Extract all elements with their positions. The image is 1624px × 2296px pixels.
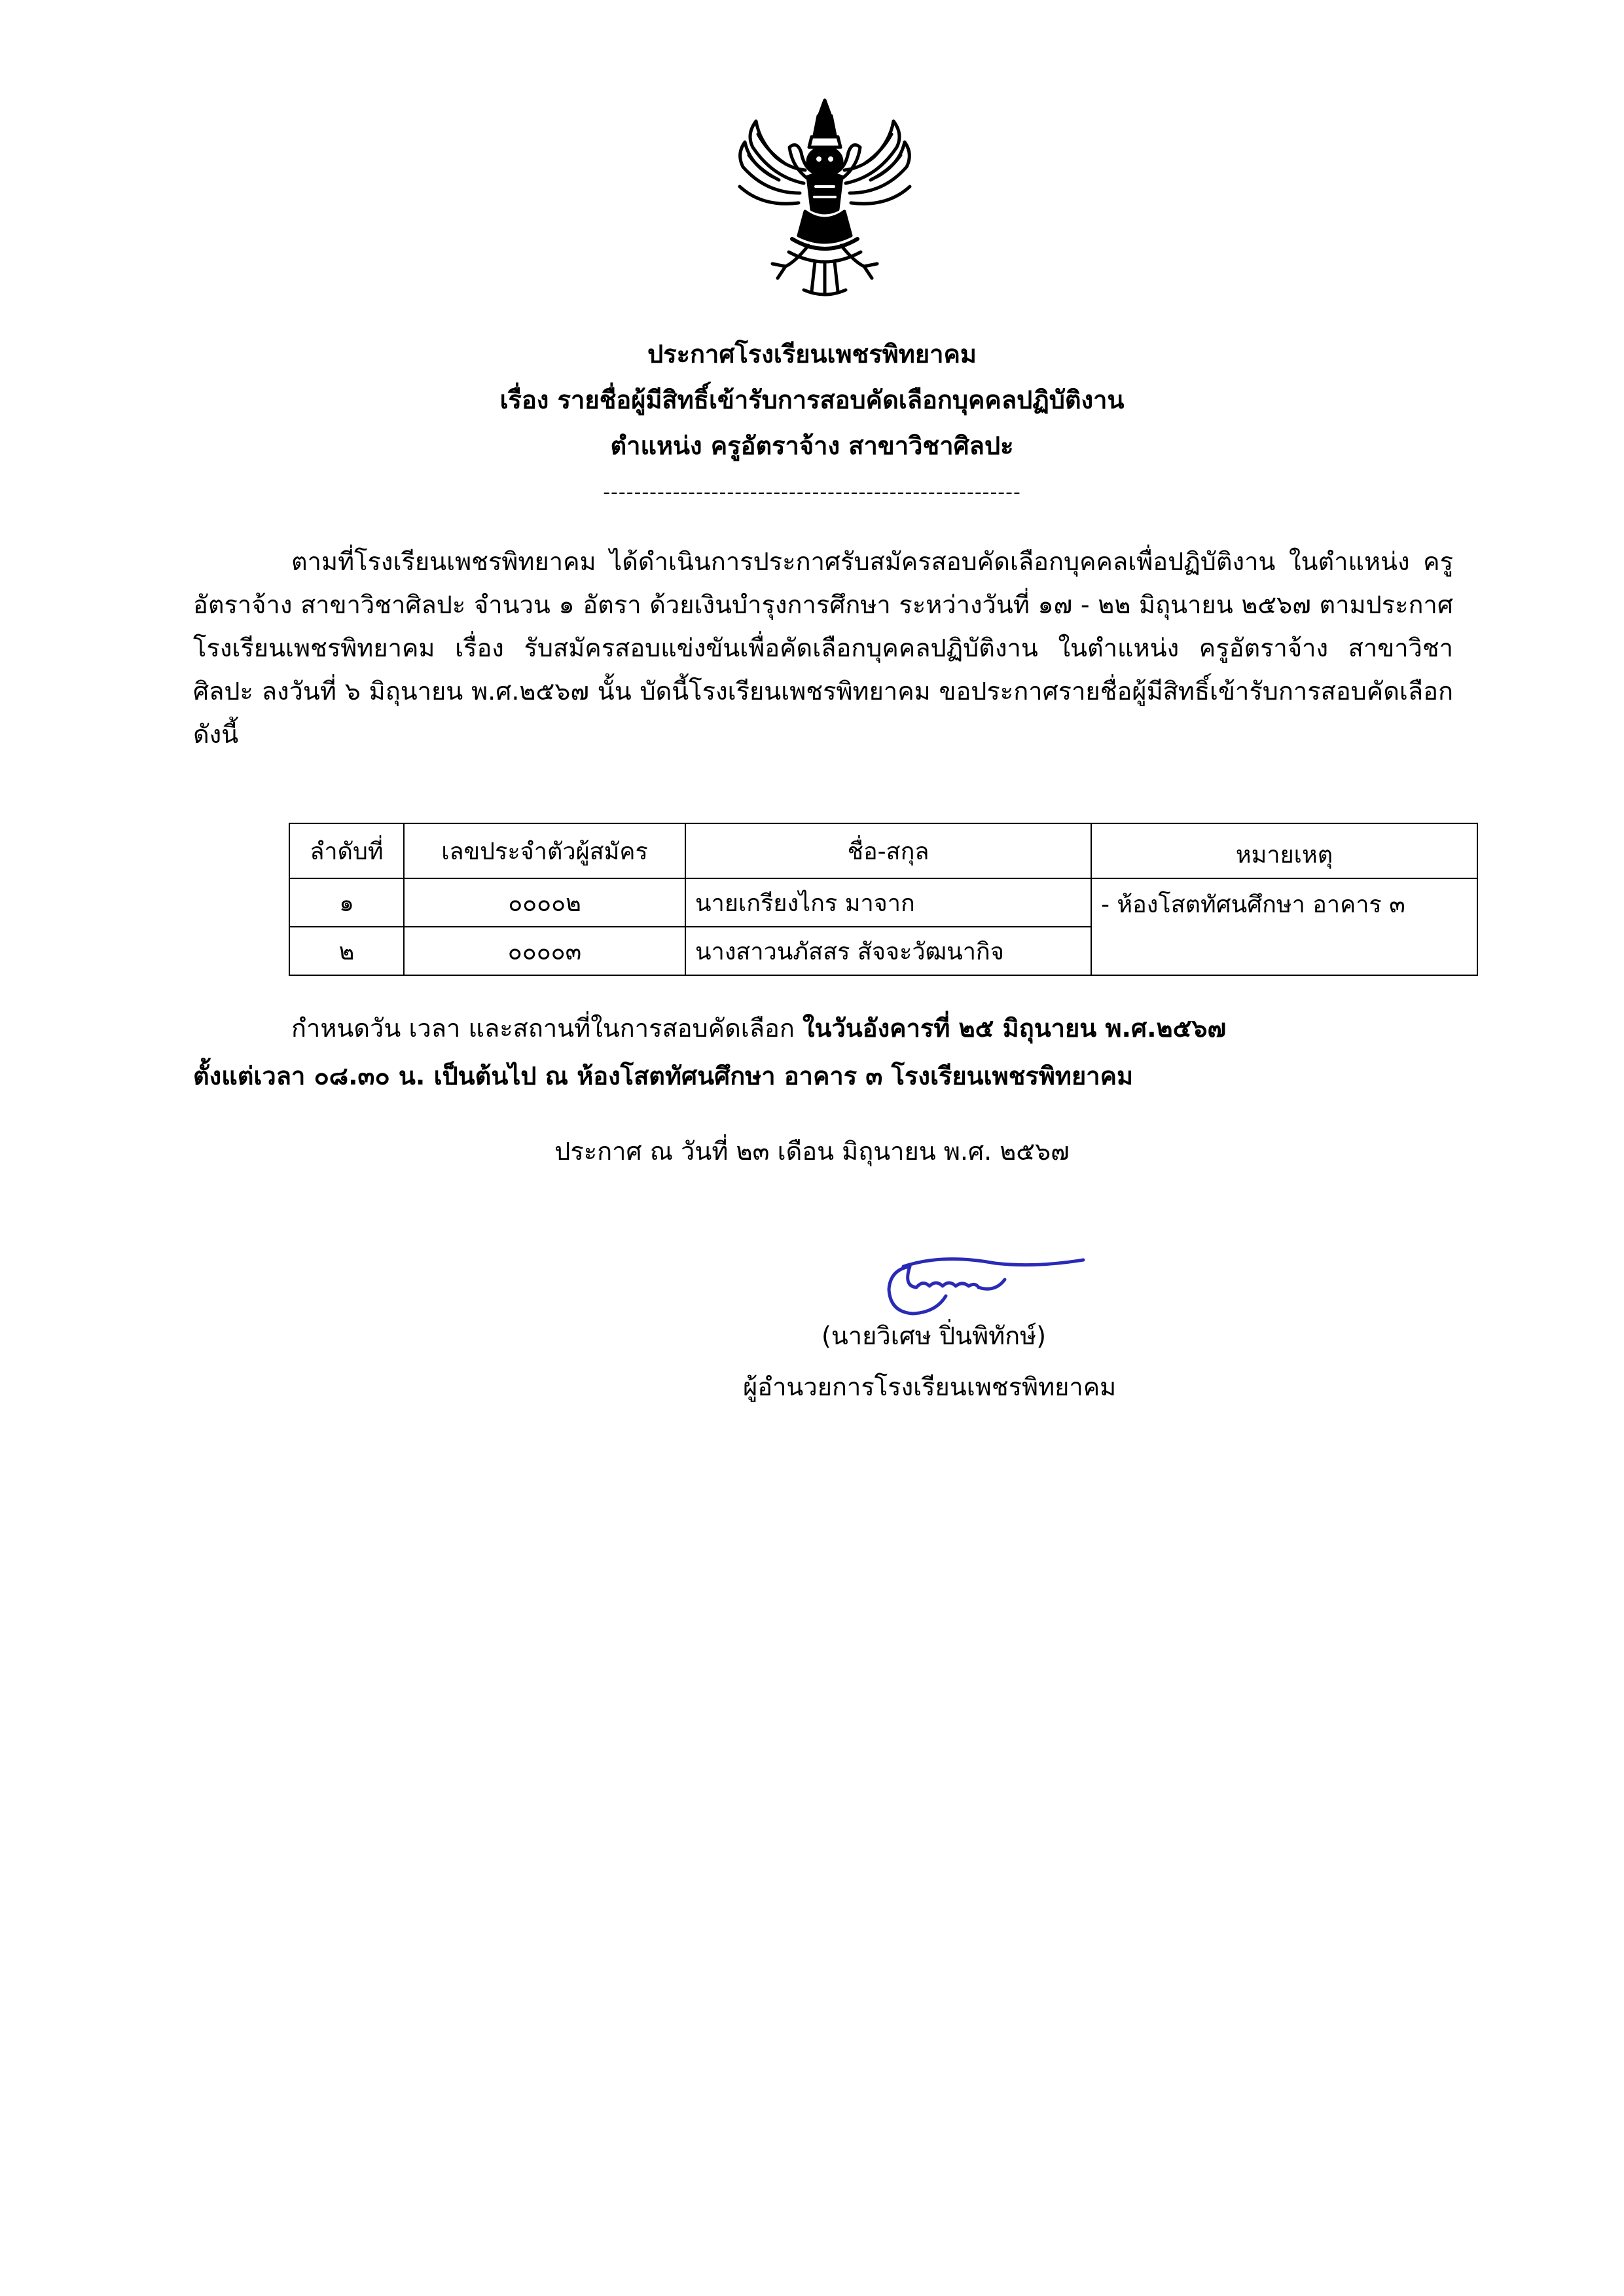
candidate-table: [289, 823, 1478, 976]
garuda-emblem-icon: [727, 95, 923, 301]
cell-name: นายเกรียงไกร มาจาก: [685, 878, 1091, 927]
col-header-note: หมายเหตุ: [1091, 823, 1477, 878]
col-header-no: ลำดับที่: [289, 823, 404, 878]
schedule-date: ในวันอังคารที่ ๒๕ มิถุนายน พ.ศ.๒๕๖๗: [802, 1014, 1227, 1043]
announce-date: ประกาศ ณ วันที่ ๒๓ เดือน มิถุนายน พ.ศ. ๒๕๖๗: [554, 1137, 1070, 1166]
table-row: [289, 878, 1477, 927]
cell-note: - ห้องโสตทัศนศึกษา อาคาร ๓: [1091, 878, 1477, 975]
announcement-title: ประกาศโรงเรียนเพชรพิทยาคม: [647, 340, 977, 368]
schedule-line-2: ตั้งแต่เวลา ๐๘.๓๐ น. เป็นต้นไป ณ ห้องโสตทัศนศึกษา อาคาร ๓ โรงเรียนเพชรพิทยาคม: [193, 1062, 1134, 1090]
cell-id: ๐๐๐๐๒: [404, 878, 685, 927]
announcement-subject: เรื่อง รายชื่อผู้มีสิทธิ์เข้ารับการสอบคัดเลือกบุคคลปฏิบัติงาน: [499, 386, 1125, 414]
signature-image: [864, 1240, 1100, 1325]
signer-name: (นายวิเศษ ปิ่นพิทักษ์): [821, 1321, 1047, 1350]
table-header-row: [289, 823, 1477, 878]
signer-title: ผู้อำนวยการโรงเรียนเพชรพิทยาคม: [743, 1372, 1117, 1401]
col-header-id: เลขประจำตัวผู้สมัคร: [404, 823, 685, 878]
schedule-line-1-text: กำหนดวัน เวลา และสถานที่ในการสอบคัดเลือก: [291, 1014, 803, 1043]
body-paragraph: [193, 540, 1453, 756]
body-paragraph-text: ตามที่โรงเรียนเพชรพิทยาคม ได้ดำเนินการประกาศรับสมัครสอบคัดเลือกบุคคลเพื่อปฏิบัติงาน ในตำแหน่ง ครูอัตราจ้าง สาขาวิชาศิลปะ จำนวน ๑ อัตรา ด้วยเงินบำรุงการศึกษา ระหว่างวันที่ ๑๗ - ๒๒ มิถุนายน ๒๕๖๗ ตามประกาศโรงเรียนเพชรพิทยาคม เรื่อง รับสมัครสอบแข่งขันเพื่อคัดเลือกบุคคลปฏิบัติงาน ในตำแหน่ง ครูอัตราจ้าง สาขาวิชา ศิลปะ ลงวันที่ ๖ มิถุนายน พ.ศ.๒๕๖๗ นั้น บัดนี้โรงเรียนเพชรพิทยาคม ขอประกาศรายชื่อผู้มีสิทธิ์เข้ารับการสอบคัดเลือก ดังนี้: [193, 547, 1453, 749]
schedule-line-1: [291, 1008, 1226, 1048]
cell-name: นางสาวนภัสสร สัจจะวัฒนากิจ: [685, 927, 1091, 975]
cell-no: ๑: [289, 878, 404, 927]
announcement-position: ตำแหน่ง ครูอัตราจ้าง สาขาวิชาศิลปะ: [610, 431, 1014, 460]
cell-id: ๐๐๐๐๓: [404, 927, 685, 975]
cell-no: ๒: [289, 927, 404, 975]
col-header-name: ชื่อ-สกุล: [685, 823, 1091, 878]
title-separator: ------------------------------------------------------: [603, 481, 1021, 504]
